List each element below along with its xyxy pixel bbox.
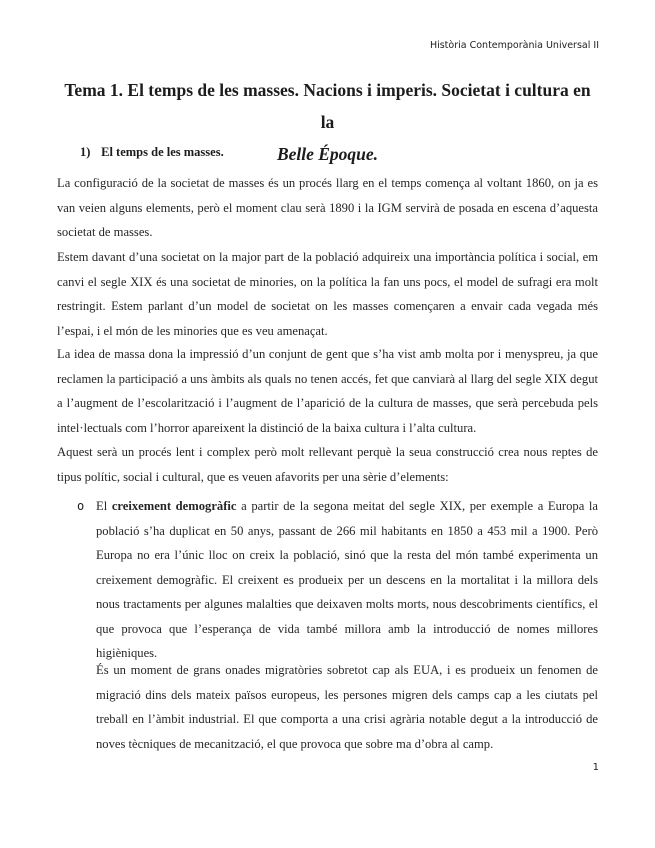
- paragraph-1: La configuració de la societat de masses és un procés llarg en el temps comença al voltant 1860, on ja es van veien alguns elements, però el moment clau serà 1890 i la IGM servirà de posada en escena d’aquesta societat de masses.: [57, 176, 598, 239]
- paragraph-2: Estem davant d’una societat on la major part de la població adquireix una importància política i social, em canvi el segle XIX és una societat de minories, on la política la fan uns pocs, el model de sufragi era molt restringit. Estem parlant d’un model de societat on les masses començaren a envair cada vegada més l’espai, i el món de les minories que es veu amenaçat.: [57, 250, 598, 338]
- paragraph-4: Aquest serà un procés lent i complex però molt rellevant perquè la seua construcció crea nous reptes de tipus polític, social i cultural, que es veuen afavorits per una sèrie d’elements:: [57, 445, 598, 484]
- list-item-continuation: És un moment de grans onades migratòries sobretot cap als EUA, i es produeix un fenomen de migració dins dels mateix països europeus, les persones migren dels camps cap a les ciutats pel treball en l’àmbit industrial. El que comporta a una crisi agrària notable degut a la introducció de noves tècniques de mecanització, el que provoca que sobre ma d’obra al camp.: [96, 663, 598, 751]
- running-header: Història Contemporània Universal II: [429, 40, 599, 51]
- title-line-2: Belle Époque.: [276, 144, 379, 164]
- title-line-1: Tema 1. El temps de les masses. Nacions i imperis. Societat i cultura en la: [64, 80, 591, 132]
- section-number: 1): [80, 145, 91, 159]
- paragraph-3: La idea de massa dona la impressió d’un conjunt de gent que s’ha vist amb molta por i menyspreu, ja que reclamen la participació a uns àmbits als quals no tenen accés, fet que canviarà al llarg del segle XIX degut a l’augment de l’escolarització i l’augment de l’aparició de la cultura de masses, que serà percebuda pels intel·lectuals com l’horror apareixent la distinció de la baixa cultura i l’alta cultura.: [57, 347, 598, 435]
- list-bullet: o: [77, 499, 85, 513]
- list-item-lead: El: [96, 499, 108, 513]
- section-heading: [80, 145, 224, 160]
- list-item-body: a partir de la segona meitat del segle XIX, per exemple a Europa la població s’ha duplicat en 50 anys, passant de 266 mil habitants en 1850 a 453 mil a 1900. Però Europa no era l’únic lloc on creix la població, sinó que la resta del món també experimenta un creixement demogràfic. El creixent es produeix per un descens en la mortalitat i la millora dels nous tractaments per algunes malalties que deixaven molts morts, nous descobriments científics, el que provoca que l’esperança de vida també millora amb la introducció de nomes millores higièniques.: [96, 499, 598, 660]
- list-item-bold-term: creixement demogràfic: [111, 499, 237, 513]
- section-heading-text: El temps de les masses.: [101, 145, 224, 159]
- page-number: 1: [592, 762, 599, 773]
- list-item: [96, 494, 598, 666]
